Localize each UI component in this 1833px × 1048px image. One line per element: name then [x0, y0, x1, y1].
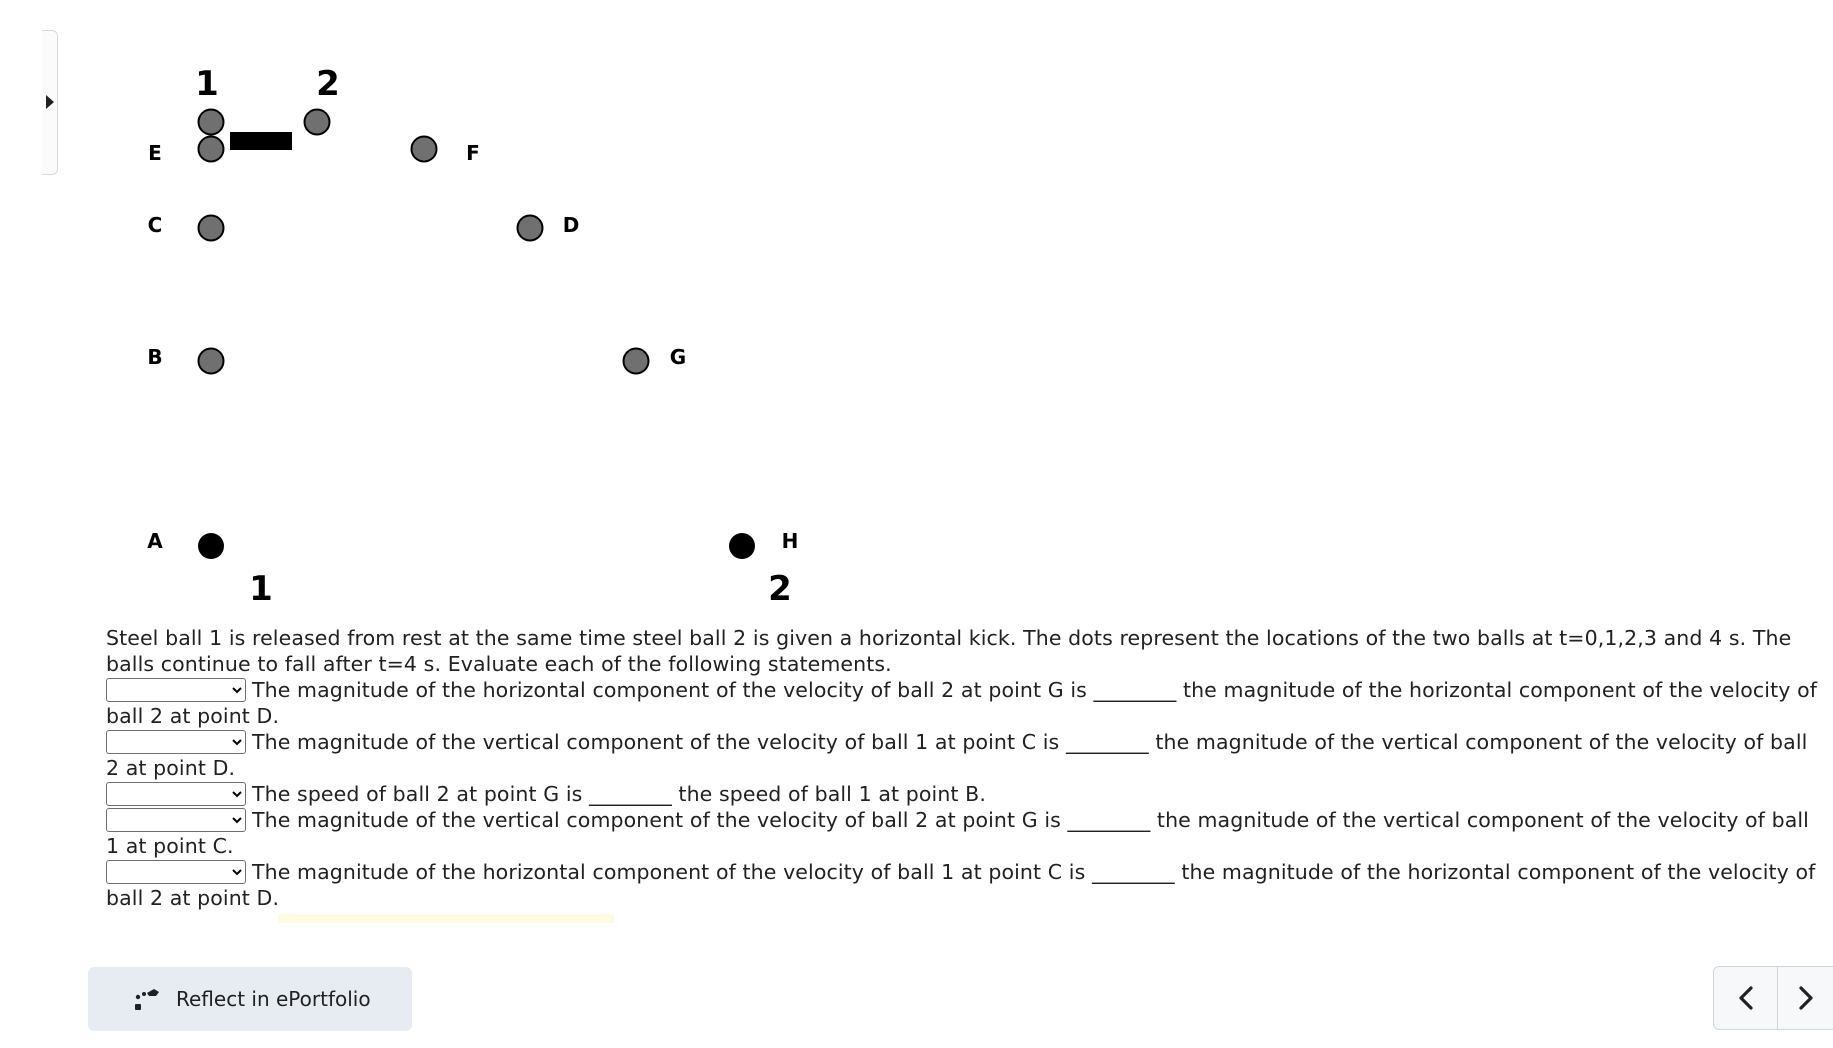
- statement-5-select[interactable]: [106, 860, 246, 884]
- statement-1-select[interactable]: [106, 678, 246, 702]
- question-intro: Steel ball 1 is released from rest at the same time steel ball 2 is given a horizontal kick. The dots represent the locations of the two balls at t=0,1,2,3 and 4 s. The balls continue to fall after t=4 s. Evaluate each of the following statements.: [106, 626, 1792, 676]
- point-label-g: G: [669, 345, 687, 369]
- ball2-start-dot: [305, 110, 330, 135]
- ball1-bottom-label: 1: [249, 569, 273, 609]
- text-highlight: [278, 914, 614, 923]
- page-nav: [1713, 966, 1833, 1030]
- ball1-dot-b: [199, 349, 224, 374]
- reflect-eportfolio-label: Reflect in ePortfolio: [176, 987, 371, 1011]
- point-label-c: C: [147, 213, 163, 237]
- statement-4: [106, 807, 1818, 859]
- reflect-eportfolio-button[interactable]: [88, 967, 412, 1031]
- launch-platform: [230, 132, 292, 150]
- ball1-dot-c: [199, 216, 224, 241]
- statement-2-select[interactable]: [106, 730, 246, 754]
- ball2-dot-f: [412, 137, 437, 162]
- eportfolio-icon: [132, 984, 162, 1014]
- previous-button[interactable]: [1714, 967, 1777, 1029]
- statement-4-text: The magnitude of the vertical component of the velocity of ball 2 at point G is ________ the magnitude of the vertical component of the velocity of ball 1 at point C.: [106, 808, 1809, 858]
- ball2-dot-g: [624, 349, 649, 374]
- statement-4-select[interactable]: [106, 808, 246, 832]
- statement-3-select[interactable]: [106, 782, 246, 806]
- ball2-bottom-label: 2: [768, 569, 792, 609]
- statement-2-text: The magnitude of the vertical component of the velocity of ball 1 at point C is ________ the magnitude of the vertical component of the velocity of ball 2 at point D.: [106, 730, 1808, 780]
- point-label-d: D: [562, 213, 580, 237]
- ball1-top-label: 1: [195, 64, 219, 104]
- statement-3: [106, 781, 1818, 807]
- point-label-h: H: [781, 529, 799, 553]
- ball1-dot-e: [199, 137, 224, 162]
- next-button[interactable]: [1777, 967, 1833, 1029]
- ball2-top-label: 2: [316, 64, 340, 104]
- statement-1-text: The magnitude of the horizontal component of the velocity of ball 2 at point G is ________ the magnitude of the horizontal component of the velocity of ball 2 at point D.: [106, 678, 1818, 728]
- point-label-a: A: [147, 529, 163, 553]
- ball2-dot-d: [518, 216, 543, 241]
- chevron-left-icon: [1737, 985, 1755, 1011]
- ball1-start-dot: [199, 110, 224, 135]
- projectile-figure: [0, 0, 800, 620]
- ball2-dot-h: [729, 533, 755, 559]
- statement-2: [106, 729, 1818, 781]
- question-block: [106, 625, 1818, 911]
- chevron-right-icon: [1797, 985, 1815, 1011]
- point-label-e: E: [148, 141, 162, 165]
- point-label-b: B: [147, 345, 163, 369]
- statement-5: [106, 859, 1818, 911]
- statement-1: [106, 677, 1818, 729]
- statement-3-text: The speed of ball 2 at point G is ________ the speed of ball 1 at point B.: [252, 782, 986, 806]
- point-label-f: F: [466, 141, 480, 165]
- ball1-dot-a: [198, 533, 224, 559]
- statement-5-text: The magnitude of the horizontal component of the velocity of ball 1 at point C is ________ the magnitude of the horizontal component of the velocity of ball 2 at point D.: [106, 860, 1816, 910]
